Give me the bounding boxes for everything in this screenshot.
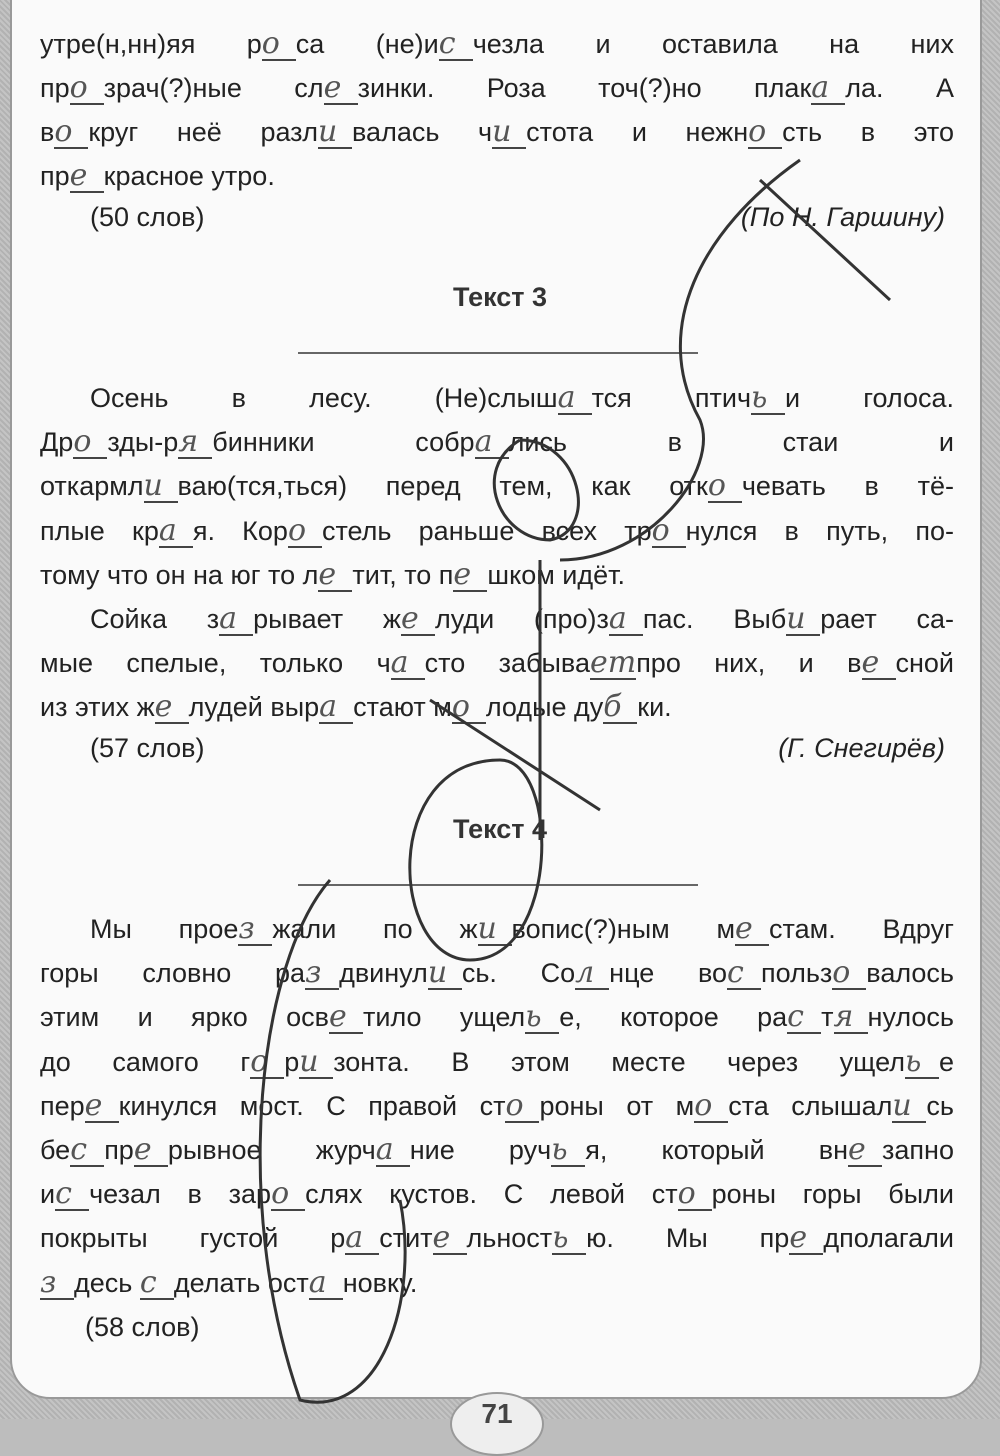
handwritten-letter: а: [811, 73, 845, 105]
printed-text: горы словно ра: [40, 958, 306, 989]
printed-text: стота и нежн: [526, 117, 749, 147]
handwritten-letter: и: [892, 1091, 926, 1123]
text4-title: Текст 4: [452, 814, 548, 844]
handwritten-letter: е: [433, 1223, 467, 1255]
printed-text: е, которое ра: [559, 1002, 788, 1033]
printed-text: лись в стаи и: [508, 427, 954, 458]
printed-text: стают м: [353, 692, 452, 723]
printed-text: стель раньше всех тр: [321, 515, 652, 546]
printed-text: пер: [40, 1090, 85, 1121]
handwritten-letter: и: [144, 471, 178, 503]
handwritten-letter: е: [324, 73, 358, 105]
printed-text: пр: [104, 1135, 134, 1165]
handwritten-letter: о: [250, 1047, 284, 1079]
handwritten-letter: о: [708, 471, 742, 503]
printed-text: зонта. В этом месте через ущел: [333, 1046, 905, 1077]
text-line: [40, 997, 954, 1037]
printed-text: жали по ж: [272, 914, 478, 944]
handwritten-letter: и: [299, 1047, 333, 1079]
handwritten-letter: о: [54, 117, 88, 149]
printed-text: дполагали: [823, 1223, 954, 1254]
printed-text: польз: [761, 958, 833, 989]
printed-text: луди (про)з: [434, 604, 609, 634]
text-line: [40, 555, 954, 595]
handwritten-letter: с: [727, 958, 761, 990]
handwritten-letter: а: [319, 692, 353, 724]
handwritten-letter: а: [159, 516, 193, 548]
printed-text: Др: [40, 427, 74, 458]
handwritten-letter: о: [73, 427, 107, 459]
printed-text: бе: [40, 1135, 71, 1165]
handwritten-letter: с: [55, 1179, 89, 1211]
printed-text: чезал в зар: [89, 1179, 272, 1210]
printed-text: ки.: [637, 692, 672, 723]
text-line: [40, 156, 954, 196]
printed-text: стам. Вдруг: [769, 914, 954, 944]
handwritten-letter: л: [575, 958, 609, 990]
printed-text: валось: [866, 958, 954, 989]
text-line: [90, 909, 954, 949]
handwritten-letter: о: [70, 73, 104, 105]
handwritten-letter: е: [318, 560, 352, 592]
handwritten-letter: а: [609, 604, 643, 636]
printed-text: сть в это: [782, 117, 955, 147]
handwritten-letter: о: [748, 117, 782, 149]
printed-text: утре(н,нн)яя р: [40, 29, 262, 59]
source-author: (По Н. Гаршину): [740, 202, 945, 232]
handwritten-letter: е: [155, 692, 189, 724]
handwritten-letter: з: [305, 958, 339, 990]
printed-text: покрыты густой р: [40, 1223, 346, 1254]
printed-text: зды-р: [107, 427, 179, 458]
printed-text: рает са-: [820, 604, 954, 634]
handwritten-letter: е: [789, 1223, 823, 1255]
printed-text: тит, то п: [352, 559, 454, 590]
handwritten-letter: я: [178, 427, 212, 459]
printed-text: рывает ж: [253, 604, 401, 634]
handwritten-letter: ет: [589, 645, 637, 681]
handwritten-letter: ь: [552, 1223, 586, 1255]
handwritten-letter: б: [603, 692, 637, 724]
printed-text: пр: [40, 161, 70, 191]
printed-text: ю. Мы пр: [586, 1223, 790, 1254]
text-line: [40, 511, 954, 551]
handwritten-letter: с: [439, 29, 473, 61]
printed-text: пр: [40, 73, 70, 103]
printed-text: зинки. Роза точ(?)но плак: [357, 73, 812, 103]
printed-text: стит: [379, 1223, 433, 1254]
handwritten-letter: ь: [551, 1135, 585, 1167]
handwritten-letter: а: [475, 427, 509, 459]
printed-text: я, который вн: [585, 1135, 849, 1165]
handwritten-letter: и: [492, 117, 526, 149]
printed-text: из этих ж: [40, 692, 155, 723]
handwritten-letter: о: [678, 1179, 712, 1211]
handwritten-letter: о: [271, 1179, 305, 1211]
printed-text: е: [938, 1046, 954, 1077]
printed-text: тому что он на юг то л: [40, 559, 319, 590]
printed-text: мые спелые, только ч: [40, 648, 391, 679]
text-line: [40, 422, 954, 462]
printed-text: Сойка з: [90, 604, 220, 634]
handwritten-letter: е: [401, 604, 435, 636]
printed-text: этим и ярко осв: [40, 1002, 330, 1033]
printed-text: Мы прое: [90, 914, 239, 944]
text-line: [40, 466, 954, 506]
handwritten-letter: е: [329, 1002, 363, 1034]
handwritten-letter: о: [505, 1091, 539, 1123]
printed-text: ние руч: [409, 1135, 552, 1165]
printed-text: чевать в тё-: [741, 471, 954, 502]
printed-text: про них, и в: [636, 648, 862, 679]
text-line: [40, 1263, 954, 1303]
printed-text: делать ост: [173, 1267, 309, 1298]
printed-text: са (не)и: [295, 29, 439, 59]
handwritten-letter: а: [558, 383, 592, 415]
printed-text: валась ч: [352, 117, 493, 147]
page-number: 71: [450, 1392, 544, 1456]
handwritten-letter: и: [478, 914, 512, 946]
printed-text: до самого г: [40, 1046, 251, 1077]
text-line: [40, 953, 954, 993]
printed-text: ста слышал: [728, 1090, 893, 1121]
printed-text: нце во: [609, 958, 728, 989]
printed-text: зрач(?)ные сл: [103, 73, 324, 103]
printed-text: двинул: [339, 958, 428, 989]
printed-text: пас. Выб: [642, 604, 787, 634]
source-author: (Г. Снегирёв): [778, 733, 945, 763]
printed-text: десь: [74, 1267, 140, 1298]
text3-title: Текст 3: [452, 282, 548, 312]
printed-text: и: [40, 1179, 56, 1210]
printed-text: рывное журч: [167, 1135, 376, 1165]
handwritten-letter: а: [219, 604, 253, 636]
handwritten-letter: ь: [905, 1047, 939, 1079]
text-line: [90, 378, 954, 418]
printed-text: новку.: [342, 1267, 418, 1298]
printed-text: вопис(?)ным м: [511, 914, 736, 944]
handwritten-letter: с: [140, 1268, 174, 1300]
printed-text: запно: [882, 1135, 954, 1165]
title-rule: [298, 884, 698, 886]
handwritten-letter: е: [134, 1135, 168, 1167]
printed-text: я. Кор: [192, 515, 288, 546]
printed-text: красное утро.: [103, 161, 275, 191]
printed-text: сь: [926, 1090, 954, 1121]
printed-text: т: [821, 1002, 834, 1033]
text-line: [40, 1130, 954, 1170]
printed-text: в: [40, 117, 55, 147]
text-line: [40, 24, 954, 64]
word-count: (50 слов): [90, 202, 205, 232]
handwritten-letter: о: [262, 29, 296, 61]
handwritten-letter: е: [85, 1091, 119, 1123]
handwritten-letter: е: [735, 914, 769, 946]
handwritten-letter: е: [848, 1135, 882, 1167]
handwritten-letter: с: [70, 1135, 104, 1167]
handwritten-letter: а: [309, 1268, 343, 1300]
text-line: [40, 1218, 954, 1258]
handwritten-letter: е: [862, 648, 896, 680]
handwritten-letter: а: [391, 648, 425, 680]
printed-text: лодые ду: [485, 692, 604, 723]
text-line: [40, 68, 954, 108]
printed-text: круг неё разл: [88, 117, 319, 147]
handwritten-letter: е: [70, 161, 104, 193]
handwritten-letter: и: [428, 958, 462, 990]
printed-text: роны от м: [539, 1090, 695, 1121]
printed-text: тся птич: [591, 383, 752, 413]
printed-text: льност: [466, 1223, 553, 1254]
word-count: (57 слов): [90, 733, 205, 763]
word-count: (58 слов): [85, 1312, 200, 1342]
handwritten-letter: а: [345, 1223, 379, 1255]
printed-text: бинники собр: [212, 427, 475, 458]
text-line: [40, 643, 954, 683]
handwritten-letter: о: [652, 516, 686, 548]
handwritten-letter: с: [787, 1002, 821, 1034]
handwritten-letter: о: [832, 958, 866, 990]
printed-text: ваю(тся,ться) перед тем, как отк: [177, 471, 708, 502]
handwritten-letter: о: [452, 692, 486, 724]
handwritten-letter: а: [376, 1135, 410, 1167]
handwritten-letter: з: [238, 914, 272, 946]
handwritten-letter: о: [288, 516, 322, 548]
printed-text: тило ущел: [363, 1002, 526, 1033]
handwritten-letter: з: [40, 1268, 74, 1300]
printed-text: лудей выр: [188, 692, 320, 723]
title-rule: [298, 352, 698, 354]
printed-text: шком идёт.: [487, 559, 626, 590]
printed-text: нулось: [867, 1002, 954, 1033]
handwritten-letter: и: [786, 604, 820, 636]
printed-text: откармл: [40, 471, 144, 502]
printed-text: р: [284, 1046, 300, 1077]
text-line: [40, 1086, 954, 1126]
printed-text: роны горы были: [711, 1179, 954, 1210]
printed-text: сной: [895, 648, 955, 679]
handwritten-letter: и: [318, 117, 352, 149]
text-line: [40, 1174, 954, 1214]
handwritten-letter: е: [453, 560, 487, 592]
printed-text: чезла и оставила на них: [472, 29, 954, 59]
handwritten-letter: о: [694, 1091, 728, 1123]
printed-text: ла. А: [845, 73, 954, 103]
printed-text: Осень в лесу. (Не)слыш: [90, 383, 558, 413]
text-line: [90, 599, 954, 639]
text-line: [40, 1042, 954, 1082]
printed-text: слях кустов. С левой ст: [305, 1179, 678, 1210]
printed-text: кинулся мост. С правой ст: [118, 1090, 506, 1121]
handwritten-letter: я: [834, 1002, 868, 1034]
printed-text: нулся в путь, по-: [685, 515, 954, 546]
printed-text: плые кр: [40, 515, 159, 546]
text-line: [40, 112, 954, 152]
handwritten-letter: ь: [525, 1002, 559, 1034]
printed-text: сто забыва: [424, 648, 590, 679]
printed-text: сь. Со: [461, 958, 576, 989]
text-line: [40, 687, 954, 727]
handwritten-letter: ь: [751, 383, 785, 415]
printed-text: и голоса.: [785, 383, 954, 413]
